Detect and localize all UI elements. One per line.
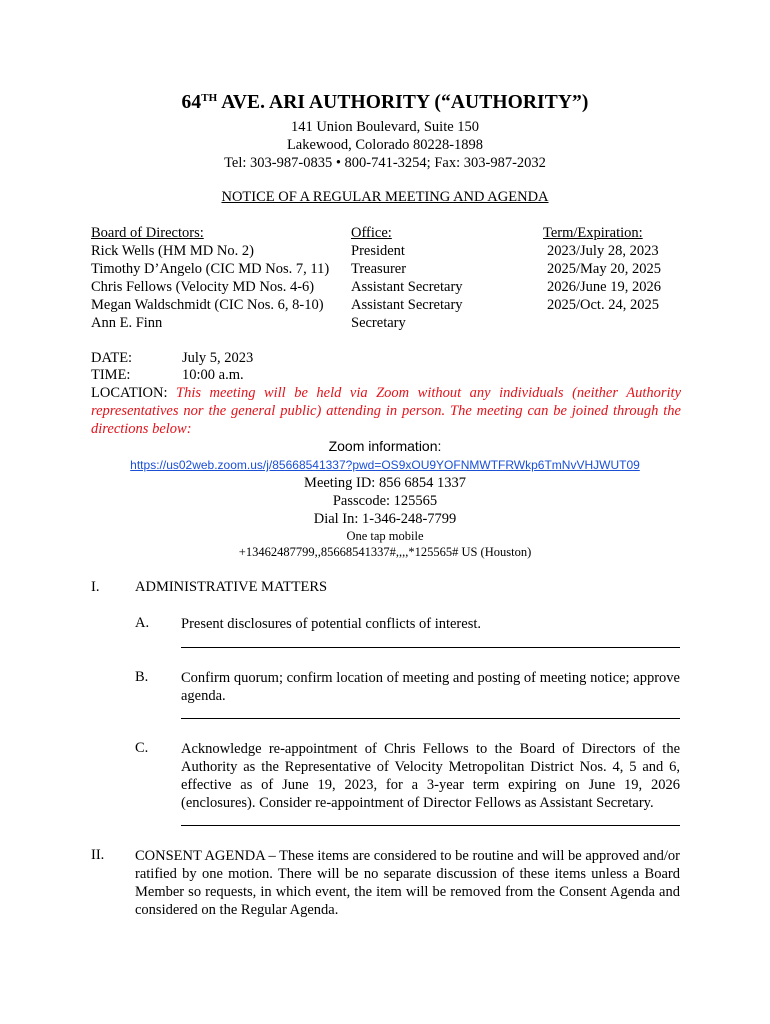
one-tap-label: One tap mobile xyxy=(346,529,424,543)
contact-line: Tel: 303-987-0835 • 800-741-3254; Fax: 303-987-2032 xyxy=(224,155,546,171)
office-header: Office: xyxy=(351,225,392,241)
member-term: 2025/Oct. 24, 2025 xyxy=(547,297,659,313)
location-paragraph xyxy=(91,384,681,438)
member-term: 2023/July 28, 2023 xyxy=(547,243,659,259)
member-office: President xyxy=(351,243,405,259)
item-text: Confirm quorum; confirm location of meeting and posting of meeting notice; approve agenda. xyxy=(181,670,680,704)
item-text: Present disclosures of potential conflicts of interest. xyxy=(181,616,481,632)
notes-line xyxy=(181,647,680,648)
member-name: Megan Waldschmidt (CIC Nos. 6, 8-10) xyxy=(91,297,324,313)
member-name: Timothy D’Angelo (CIC MD Nos. 7, 11) xyxy=(91,261,330,277)
section-number: II. xyxy=(91,847,105,863)
time-label: TIME: xyxy=(91,367,131,383)
member-term: 2026/June 19, 2026 xyxy=(547,279,661,295)
time-value: 10:00 a.m. xyxy=(182,367,244,383)
address-line-1: 141 Union Boulevard, Suite 150 xyxy=(290,119,480,135)
section-number: I. xyxy=(91,579,100,595)
notice-heading: NOTICE OF A REGULAR MEETING AND AGENDA xyxy=(221,189,549,205)
member-office: Assistant Secretary xyxy=(351,297,463,313)
board-office-column xyxy=(351,224,463,332)
term-header: Term/Expiration: xyxy=(543,225,643,241)
date-row xyxy=(91,350,254,367)
consent-agenda-text: CONSENT AGENDA – These items are considered to be routine and will be approved and/or ratified by one motion. There will be no separate discussion of these items unless a Board Member so requests, in which event, the item will be removed from the Consent Agenda and considered on the Regular Agenda. xyxy=(135,848,680,918)
passcode: Passcode: 125565 xyxy=(332,493,438,509)
notes-line xyxy=(181,718,680,719)
item-text: Acknowledge re-appointment of Chris Fellows to the Board of Directors of the Authority as the Representative of Velocity Metropolitan District Nos. 4, 5 and 6, effective as of June 19, 2023, for a 3-year term expiring on June 19, 2026 (enclosures). Consider re-appointment of Director Fellows as Assistant Secretary. xyxy=(181,741,680,811)
board-header: Board of Directors: xyxy=(91,225,204,241)
page-title: 64TH AVE. ARI AUTHORITY (“AUTHORITY”) xyxy=(181,92,589,113)
address-line-2: Lakewood, Colorado 80228-1898 xyxy=(286,137,484,153)
member-name: Ann E. Finn xyxy=(91,315,163,331)
one-tap-value: +13462487799,,85668541337#,,,,*125565# US (Houston) xyxy=(238,545,532,559)
notes-line xyxy=(181,825,680,826)
member-office: Secretary xyxy=(351,315,406,331)
member-office: Treasurer xyxy=(351,261,407,277)
item-letter: A. xyxy=(135,615,150,631)
member-name: Rick Wells (HM MD No. 2) xyxy=(91,243,254,259)
dial-in: Dial In: 1-346-248-7799 xyxy=(313,511,457,527)
location-text: This meeting will be held via Zoom without any individuals (neither Authority representatives nor the general public) attending in person. The meeting can be joined through the directions below: xyxy=(91,385,681,437)
section-title: ADMINISTRATIVE MATTERS xyxy=(135,579,328,595)
zoom-link[interactable]: https://us02web.zoom.us/j/85668541337?pwd=OS9xOU9YOFNMWTFRWkp6TmNvVHJWUT09 xyxy=(130,458,640,472)
zoom-heading: Zoom information: xyxy=(328,438,442,454)
date-value: July 5, 2023 xyxy=(182,350,254,366)
meeting-id: Meeting ID: 856 6854 1337 xyxy=(304,475,466,491)
board-names-column xyxy=(91,224,329,332)
location-label: LOCATION: xyxy=(91,385,168,401)
member-term: 2025/May 20, 2025 xyxy=(547,261,661,277)
member-office: Assistant Secretary xyxy=(351,279,463,295)
item-letter: C. xyxy=(135,740,149,756)
time-row xyxy=(91,367,244,384)
board-term-column xyxy=(543,224,661,314)
item-letter: B. xyxy=(135,669,149,685)
date-label: DATE: xyxy=(91,350,133,366)
member-name: Chris Fellows (Velocity MD Nos. 4-6) xyxy=(91,279,315,295)
